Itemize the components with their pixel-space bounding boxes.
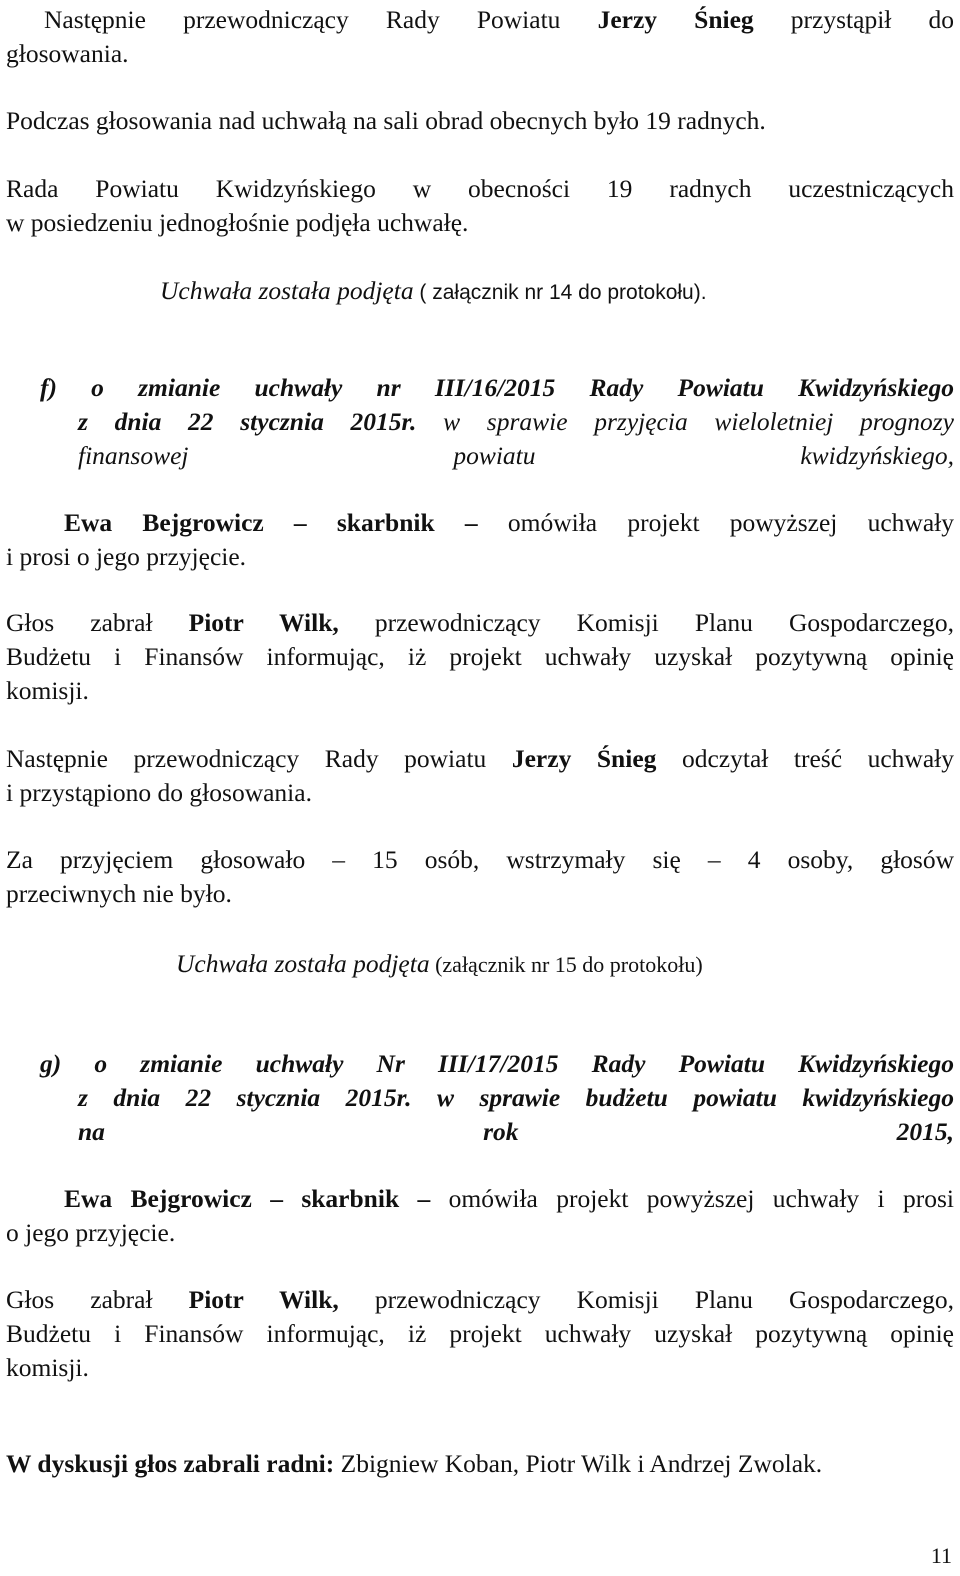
chairman-name: Jerzy Śnieg (597, 5, 754, 34)
paragraph-treasurer-2: Ewa Bejgrowicz – skarbnik – omówiła projekt powyższej uchwały i prosi o jego przyjęcie. (6, 1184, 954, 1247)
paragraph-voting-start: Następnie przewodniczący Rady Powiatu Jerzy Śnieg przystąpił do głosowania. (6, 5, 954, 68)
paragraph-committee-opinion-1: Głos zabrał Piotr Wilk, przewodniczący Komisji Planu Gospodarczego, Budżetu i Finansów informując, iż projekt uchwały uzyskał pozytywną opinię komisji. (6, 608, 954, 705)
agenda-item-f-heading: f) o zmianie uchwały nr III/16/2015 Rady Powiatu Kwidzyńskiego z dnia 22 stycznia 2015r. w sprawie przyjęcia wieloletniej prognozy finansowej powiatu kwidzyńskiego, (40, 373, 954, 470)
paragraph-vote-result: Za przyjęciem głosowało – 15 osób, wstrzymały się – 4 osoby, głosów przeciwnych nie było. (6, 845, 954, 908)
paragraph-attendance: Podczas głosowania nad uchwałą na sali obrad obecnych było 19 radnych. (6, 106, 766, 135)
paragraph-committee-opinion-2: Głos zabrał Piotr Wilk, przewodniczący Komisji Planu Gospodarczego, Budżetu i Finansów informując, iż projekt uchwały uzyskał pozytywną opinię komisji. (6, 1285, 954, 1382)
paragraph-unanimous: Rada Powiatu Kwidzyńskiego w obecności 19 radnych uczestniczących w posiedzeniu jednogłośnie podjęła uchwałę. (6, 174, 954, 237)
agenda-item-g-heading: g) o zmianie uchwały Nr III/17/2015 Rady Powiatu Kwidzyńskiego z dnia 22 stycznia 2015r. w sprawie budżetu powiatu kwidzyńskiego na rok 2015, (40, 1049, 954, 1146)
paragraph-reading-resolution: Następnie przewodniczący Rady powiatu Jerzy Śnieg odczytał treść uchwały i przystąpiono do głosowania. (6, 744, 954, 807)
resolution-adopted-15: Uchwała została podjęta (załącznik nr 15 do protokołu) (176, 949, 703, 978)
paragraph-discussion: W dyskusji głos zabrali radni: Zbigniew Koban, Piotr Wilk i Andrzej Zwolak. (6, 1449, 823, 1478)
paragraph-treasurer-1: Ewa Bejgrowicz – skarbnik – omówiła projekt powyższej uchwały i prosi o jego przyjęcie. (6, 508, 954, 571)
page-number: 11 (930, 1543, 952, 1568)
resolution-adopted-14: Uchwała została podjęta ( załącznik nr 14 do protokołu). (160, 276, 707, 305)
